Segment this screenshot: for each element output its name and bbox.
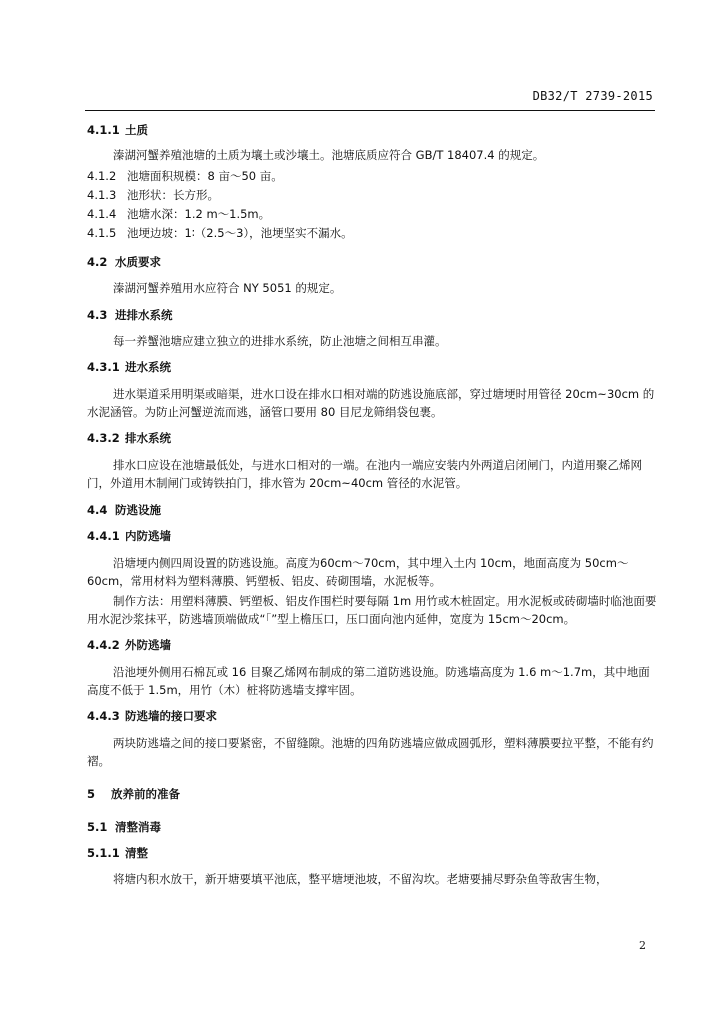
paragraph-4-4-1-b: 制作方法：用塑料薄膜、钙塑板、铝皮作围栏时要每隔 1m 用竹或木桩固定。用水泥板或砖砌墙时临池面要用水泥沙浆抹平，防逃墙顶端做成“「”型上檐压口，压口面向池内延伸，宽度为 15cm～20cm。 <box>87 594 657 626</box>
heading-4-4-2: 4.4.2 外防逃墙 <box>87 638 171 652</box>
standard-code: DB32/T 2739-2015 <box>532 89 653 103</box>
heading-4-3-2: 4.3.2 排水系统 <box>87 431 171 445</box>
paragraph-5-1-1: 将塘内积水放干，新开塘要填平池底，整平塘埂池坡，不留沟坎。老塘要捕尽野杂鱼等敌害生物， <box>113 872 608 886</box>
page-content <box>87 121 657 888</box>
heading-4-1-1: 4.1.1 土质 <box>87 123 148 137</box>
heading-4-2: 4.2 水质要求 <box>87 255 161 269</box>
heading-5-1-1: 5.1.1 清整 <box>87 846 148 860</box>
heading-4-3: 4.3 进排水系统 <box>87 308 173 322</box>
paragraph-4-3-2: 排水口应设在池塘最低处，与进水口相对的一端。在池内一端应安装内外两道启闭闸门，内道用聚乙烯网门，外道用木制闸门或铸铁拍门，排水管为 20cm~40cm 管径的水泥管。 <box>87 458 642 490</box>
heading-4-4-1: 4.4.1 内防逃墙 <box>87 529 171 543</box>
item-4-1-4: 4.1.4 池塘水深：1.2 m～1.5m。 <box>87 207 271 221</box>
paragraph-4-3-1: 进水渠道采用明渠或暗渠，进水口设在排水口相对端的防逃设施底部，穿过塘埂时用管径 20cm~30cm 的水泥涵管。为防止河蟹逆流而逃，涵管口要用 80 目尼龙筛绢袋包裹。 <box>87 387 655 419</box>
paragraph-4-3: 每一养蟹池塘应建立独立的进排水系统，防止池塘之间相互串灌。 <box>113 334 447 348</box>
heading-5: 5 放养前的准备 <box>87 787 180 801</box>
heading-4-4: 4.4 防逃设施 <box>87 503 161 517</box>
paragraph-4-4-3: 两块防逃墙之间的接口要紧密，不留缝隙。池塘的四角防逃墙应做成圆弧形，塑料薄膜要拉平整，不能有约褶。 <box>87 736 654 768</box>
paragraph-4-4-2: 沿池埂外侧用石棉瓦或 16 目聚乙烯网布制成的第二道防逃设施。防逃墙高度为 1.6 m～1.7m，其中地面高度不低于 1.5m，用竹（木）桩将防逃墙支撑牢固。 <box>87 665 650 697</box>
item-4-1-5: 4.1.5 池埂边坡：1∶（2.5～3），池埂坚实不漏水。 <box>87 226 353 240</box>
heading-5-1: 5.1 清整消毒 <box>87 820 161 834</box>
paragraph-4-2: 溱湖河蟹养殖用水应符合 NY 5051 的规定。 <box>113 281 342 295</box>
heading-4-4-3: 4.4.3 防逃墙的接口要求 <box>87 709 217 723</box>
header-divider <box>85 110 655 111</box>
page-number: 2 <box>639 939 646 952</box>
item-4-1-3: 4.1.3 池形状：长方形。 <box>87 188 219 202</box>
heading-4-3-1: 4.3.1 进水系统 <box>87 360 171 374</box>
paragraph-4-1-1: 溱湖河蟹养殖池塘的土质为壤土或沙壤土。池塘底质应符合 GB/T 18407.4 的规定。 <box>113 148 545 162</box>
paragraph-4-4-1-a: 沿塘埂内侧四周设置的防逃设施。高度为60cm～70cm，其中埋入土内 10cm，地面高度为 50cm～60cm，常用材料为塑料薄膜、钙塑板、铝皮、砖砌围墙，水泥板等。 <box>87 556 629 588</box>
item-4-1-2: 4.1.2 池塘面积规模：8 亩～50 亩。 <box>87 169 283 183</box>
